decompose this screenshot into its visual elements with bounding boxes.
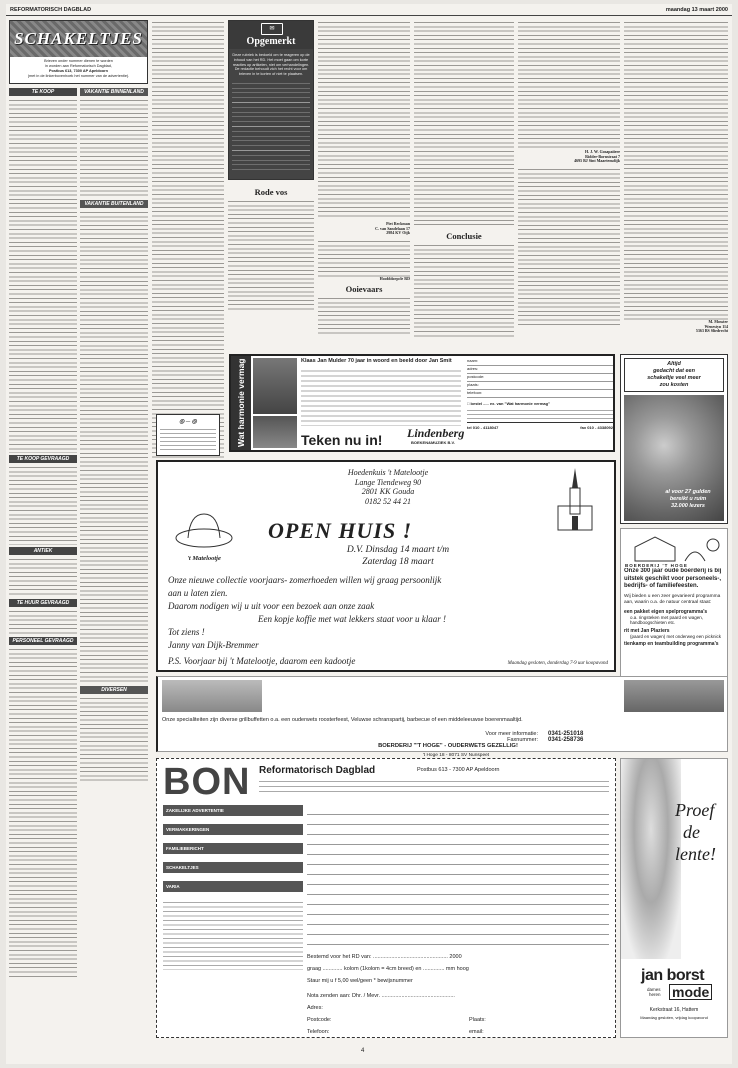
hoge-title: Onze 300 jaar oude boerderij is bij uitstek geschikt voor personeels-, bedrijfs- of familiefeesten. [624, 568, 722, 589]
bon-line-postcode[interactable]: Postcode: [307, 1017, 332, 1023]
bon-line-telefoon[interactable]: Telefoon: [307, 1029, 330, 1035]
classified-column-1 [9, 86, 77, 1046]
matelootje-logo-text: 't Matelootje [187, 555, 221, 562]
lindenberg-logo-sub: BOEKEN&MUZIEK B.V. [411, 440, 455, 445]
bon-paper-name: Reformatorisch Dagblad [259, 765, 376, 776]
matelootje-ad [156, 460, 616, 672]
opgemerkt-body: Deze rubriek is bedoeld om te reageren op de inhoud van het RD. Het moet gaan om korte reacties op artikelen, niet om verhandelingen. De redactie behoudt zich het recht voor om brieven in te korten of niet te plaatsen. [232, 53, 310, 77]
orangutan-ad [620, 354, 728, 524]
classified-text-diversen [80, 696, 148, 784]
book-cover-image [253, 358, 297, 414]
form-field-plaats[interactable]: plaats: [467, 382, 613, 390]
hoge-bullet-1-sub: o.a. ringsteken met paard en wagen, handboogschieten etc. [630, 614, 704, 625]
letter-text-rode-vos-cont [318, 20, 410, 220]
lindenberg-headline: Klaas Jan Mulder 70 jaar in woord en beeld door Jan Smit [301, 358, 452, 364]
opgemerkt-title: Opgemerkt [246, 36, 296, 47]
form-field-naam[interactable]: naam: [467, 358, 613, 366]
hoge-slogan: BOERDERIJ "'T HOGE" - OUDERWETS GEZELLIG! [378, 743, 518, 749]
conclusie-signature-street: Ridder-Bornstraat 7 [585, 153, 620, 159]
letters-column-b [318, 20, 410, 350]
last-signature-street: Wenestyn 114 [704, 323, 728, 329]
conclusie-signature-name: H. J. W. Gosapaiiere [584, 149, 620, 154]
ad-note-line-3: 32.000 lezers [671, 503, 705, 509]
section-vakantie-binnenland: VAKANTIE BINNENLAND [80, 88, 148, 96]
letters-column-e [624, 20, 728, 350]
matelootje-text-1: Onze nieuwe collectie voorjaars- zomerhoeden willen wij graag persoonlijk [168, 575, 442, 585]
page-header [6, 4, 732, 16]
small-ad-col3: ◎ ─ ◎ [156, 414, 220, 456]
bon-title: BON [163, 761, 251, 803]
hoge-farm-name: BOERDERIJ 'T HOGE [625, 563, 688, 568]
orangutan-line-3: schakeltje veel meer [647, 375, 701, 381]
orangutan-line-1: Altijd [667, 361, 681, 367]
hoge-bullet-3: tienkamp en teambuilding programma's [624, 641, 719, 647]
letter-title-rode-vos: Rode vos [254, 187, 288, 197]
hoge-info-strip [156, 676, 728, 752]
bon-line-nota[interactable]: Nota zenden aan: Dhr. / Mevr. ................................................ [307, 993, 455, 999]
page-number: 4 [361, 1048, 365, 1054]
letter-title-conclusie: Conclusie [446, 231, 482, 241]
bon-writing-lines[interactable] [307, 805, 609, 945]
hoge-fax-label: Faxnummer: [507, 737, 538, 743]
open-huis-date-1: D.V. Dinsdag 14 maart t/m [346, 545, 450, 555]
letter-text-c1 [414, 20, 514, 228]
last-signature-name: M. Mosster [708, 319, 728, 324]
matelootje-addr-1: Hoedenkuis 't Matelootje [347, 468, 429, 477]
classified-column-2 [80, 86, 148, 586]
bon-line-staur[interactable]: Staur mij u f 5,00 wel/geen * bewijsnummer [307, 978, 413, 984]
ad-note-line-2: bereikt u ruim [669, 496, 707, 502]
hoge-bullet-2-sub: (paard en wagen) met onderweg een picknick [630, 633, 722, 639]
lindenberg-body [301, 368, 461, 426]
letter-text-conclusie [414, 243, 514, 338]
rode-vos-signature-street: C. van Sandelaan 17 [375, 225, 410, 231]
matelootje-text-4: Een kopje koffie met wat lekkers staat voor u klaar ! [258, 614, 446, 624]
lindenberg-fax: fax 010 - 4338092 [580, 425, 613, 430]
matelootje-text-3: Daarom nodigen wij u uit voor een bezoek aan onze zaak [168, 601, 375, 611]
letter-text-b2 [318, 239, 410, 277]
opgemerkt-box [228, 20, 314, 180]
letters-column-d [518, 20, 620, 350]
lindenberg-ad [229, 354, 615, 452]
schakeltjes-title: SCHAKELTJES [14, 29, 143, 48]
janborst-mode: mode [669, 984, 712, 1000]
janborst-ad [620, 758, 728, 1038]
lindenberg-tel: tel 010 - 4118047 [467, 425, 499, 430]
letter-title-ooievaars: Ooievaars [345, 284, 383, 294]
lindenberg-logo: Lindenberg [407, 426, 465, 440]
church-illustration [550, 466, 600, 532]
classified-column-2-lower [80, 584, 148, 784]
newspaper-page [6, 4, 732, 1064]
classified-text-te-koop-gevraagd [9, 465, 77, 545]
letters-column-a [228, 184, 314, 349]
bon-cat-zakelijk[interactable]: ZAKELIJKE ADVERTENTIE [163, 805, 303, 816]
order-checkbox[interactable]: □ bestel ..... ex. van "Wat harmonie vermag" [467, 401, 550, 406]
letter-text-rode-vos [228, 199, 314, 311]
proef-line-1: Proef [675, 800, 715, 820]
classified-text-col2-lower [80, 584, 148, 684]
matelootje-logo [174, 508, 234, 560]
farm-illustration [625, 533, 725, 563]
hoge-info-label: Voor meer informatie: [485, 731, 538, 737]
janborst-hours: Maandag gesloten, vrijdag koopavond [640, 1015, 708, 1020]
hoge-phone: 0341-251018 [548, 731, 584, 737]
hoge-bullet-2: rit met Jan Plaziers [624, 627, 670, 634]
cd-image [253, 416, 297, 448]
rode-vos-signature-city: 2984 KV Oijk [386, 230, 410, 235]
proef-line-2: de [683, 822, 700, 842]
hoge-specialties: Onze specialiteiten zijn diverse grillbuffetten o.a. een ouderwets roosterfeest, Veluwse schranspartij, barbecue of een middeleeuwse boerenmaaltijd. [162, 717, 523, 723]
classified-text-vakantie-buitenland [80, 210, 148, 586]
proef-line-3: lente! [675, 844, 716, 864]
bon-coupon [156, 758, 616, 1038]
matelootje-text-6: Janny van Dijk-Bremmer [168, 640, 259, 650]
letters-column-c [414, 20, 514, 350]
schakeltjes-address: Postbus 613, 7300 AP Apeldoorn [49, 69, 108, 73]
bon-cat-varia[interactable]: VARIA [163, 881, 303, 892]
bon-line-email[interactable]: email: [469, 1029, 484, 1035]
form-field-postcode[interactable]: postcode: [467, 374, 613, 382]
classified-text-antiek [9, 557, 77, 597]
bon-po-box: Postbus 613 - 7300 AP Apeldoorn [417, 767, 500, 773]
model-photo [621, 759, 681, 959]
bon-cat-vermakkeringen[interactable]: VERMAKKERINGEN [163, 824, 303, 835]
matelootje-text-5: Tot ziens ! [168, 627, 205, 637]
matelootje-addr-3: 2801 KK Gouda [361, 487, 415, 496]
open-huis-date-2: Zaterdag 18 maart [362, 557, 434, 567]
section-te-huur-gevraagd: TE HUUR GEVRAAGD [9, 599, 77, 607]
letter-text-d1 [518, 20, 620, 150]
letter-text-d2 [518, 167, 620, 327]
bon-cat-familiebericht[interactable]: FAMILIEBERICHT [163, 843, 303, 854]
section-vakantie-buitenland: VAKANTIE BUITENLAND [80, 200, 148, 208]
hoge-bullet-1: een pakket eigen spelprogramma's [624, 608, 708, 615]
hoge-photo-2 [624, 680, 724, 712]
envelope-icon: ✉ [261, 23, 283, 35]
matelootje-text-7: P.S. Voorjaar bij 't Matelootje, daarom een kadootje [168, 656, 356, 666]
lindenberg-vertical-title: Wat harmonie vermag [231, 356, 251, 450]
bon-line-plaats[interactable]: Plaats: [469, 1017, 486, 1023]
janborst-brand: jan borst [641, 967, 705, 984]
matelootje-hours: Maandag gesloten, donderdag 7-9 uur koopavond [507, 661, 608, 666]
janborst-sub-dames: dames [647, 987, 661, 992]
bon-line-bestemd[interactable]: Bestemd voor het RD van: ................................................. 2000 [307, 954, 462, 960]
matelootje-phone: 0182 52 44 21 [365, 496, 411, 506]
schakeltjes-banner [9, 20, 148, 84]
orangutan-line-2: gedacht dat een [653, 368, 695, 374]
rode-vos-signature-name: Piet Reckman [386, 221, 410, 226]
classified-text-te-koop [9, 98, 77, 453]
lindenberg-order-form [467, 358, 613, 430]
last-signature-city: 5363 BS Sliedrecht [695, 328, 728, 333]
janborst-address: Kerkstraat 16, Hattem [649, 1007, 699, 1013]
form-field-adres[interactable]: adres: [467, 366, 613, 374]
matelootje-text-2: aan u laten zien. [168, 588, 228, 598]
hoge-fax: 0341-258736 [548, 737, 584, 743]
newspaper-name: REFORMATORISCH DAGBLAD [10, 7, 92, 13]
letter-text-ooievaars [318, 296, 410, 336]
classified-column-3 [152, 20, 224, 460]
issue-date: maandag 13 maart 2000 [665, 7, 728, 13]
orangutan-photo [624, 395, 724, 521]
section-antiek: ANTIEK [9, 547, 77, 555]
bon-line-adres[interactable]: Adres: [307, 1005, 323, 1011]
section-personeel-gevraagd: PERSONEEL GEVRAAGD [9, 637, 77, 645]
classified-text-personeel [9, 647, 77, 977]
hoge-address: 't Hoge 18 - 8071 SV Nunspeet [422, 753, 490, 758]
lindenberg-cta: Teken nu in! [301, 432, 383, 448]
schakeltjes-info-2: in worden aan Reformatorisch Dagblad, [45, 64, 112, 68]
section-te-koop: TE KOOP [9, 88, 77, 96]
section-diversen: DIVERSEN [80, 686, 148, 694]
ooievaars-prev-signature: Hoofddorpcle RD [379, 275, 410, 281]
hoge-intro: Wij bieden u een zeer gevarieerd programma aan, waarin o.a. de natuur centraal staat: [624, 593, 721, 605]
classified-text-col3 [152, 20, 224, 460]
conclusie-signature-city: 4695 BJ Sint Maartensdijk [574, 158, 620, 163]
ad-note-line-1: al voor 27 gulden [665, 489, 711, 495]
bon-cat-schakeltjes[interactable]: SCHAKELTJES [163, 862, 303, 873]
letter-text-e1 [624, 20, 728, 320]
janborst-sub-heren: heren [649, 992, 661, 997]
classified-text-vakantie-binnenland [80, 98, 148, 198]
matelootje-addr-2: Lange Tiendeweg 90 [354, 477, 422, 487]
schakeltjes-info-4: (met in de linkerbovenhoek het nummer van de advertentie). [27, 74, 130, 78]
hoge-photo [162, 680, 262, 712]
orangutan-line-4: zou kosten [659, 382, 689, 388]
section-te-koop-gevraagd: TE KOOP GEVRAAGD [9, 455, 77, 463]
open-huis-title: OPEN HUIS ! [268, 518, 413, 543]
form-field-telefoon[interactable]: telefoon: [467, 390, 613, 398]
schakeltjes-info-1: Brieven onder nummer dienen te worden [44, 59, 113, 63]
bon-line-regels[interactable]: graag ............. kolom (1kolom = 4cm breed) en .............. mm hoog [307, 966, 469, 972]
classified-text-te-huur-gevraagd [9, 609, 77, 635]
